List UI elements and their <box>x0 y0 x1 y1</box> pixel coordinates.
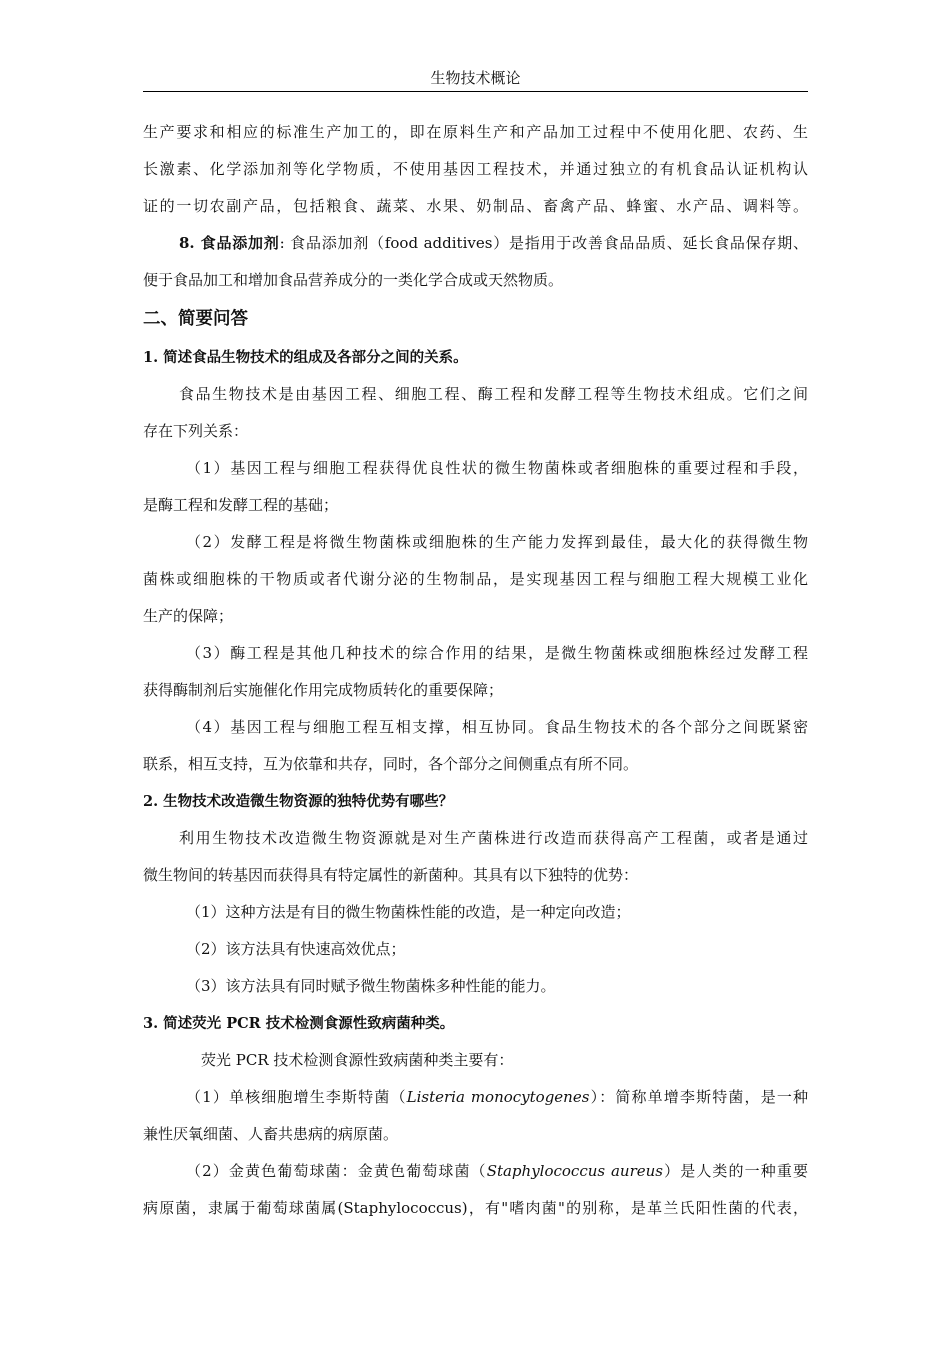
paragraph-line: （4）基因工程与细胞工程互相支撑，相互协同。食品生物技术的各个部分之间既紧密 <box>186 718 808 736</box>
page-header: 生物技术概论 <box>143 60 808 92</box>
term-text: : 食品添加剂（food additives）是指用于改善食品品质、延长食品保存期、 <box>279 234 808 252</box>
paragraph-line: 是酶工程和发酵工程的基础； <box>143 496 339 514</box>
paragraph-line: 存在下列关系： <box>143 422 249 440</box>
question-heading-1: 1. 简述食品生物技术的组成及各部分之间的关系。 <box>143 349 468 366</box>
term-definition-8 <box>143 225 808 262</box>
list-item: （3）该方法具有同时赋予微生物菌株多种性能的能力。 <box>186 977 556 995</box>
list-item: （2）该方法具有快速高效优点； <box>186 940 406 958</box>
paragraph-line: 荧光 PCR 技术检测食源性致病菌种类主要有： <box>201 1051 514 1069</box>
text-fragment: （2）金黄色葡萄球菌：金黄色葡萄球菌（ <box>186 1162 487 1180</box>
paragraph-line: 便于食品加工和增加食品营养成分的一类化学合成或天然物质。 <box>143 271 564 289</box>
paragraph-line: 病原菌，隶属于葡萄球菌属(Staphylococcus)，有"嗜肉菌"的别称，是革兰氏阳性菌的代表， <box>143 1199 808 1217</box>
paragraph-line: 利用生物技术改造微生物资源就是对生产菌株进行改造而获得高产工程菌，或者是通过 <box>179 829 808 847</box>
paragraph-line: 长激素、化学添加剂等化学物质，不使用基因工程技术，并通过独立的有机食品认证机构认 <box>143 160 808 178</box>
section-heading: 二、简要问答 <box>143 309 248 329</box>
text-fragment: （1）单核细胞增生李斯特菌（ <box>186 1088 407 1106</box>
text-fragment: ）：简称单增李斯特菌，是一种 <box>589 1088 808 1106</box>
paragraph-line: 获得酶制剂后实施催化作用完成物质转化的重要保障； <box>143 681 504 699</box>
paragraph-line <box>143 1079 808 1116</box>
latin-species-name: Staphylococcus aureus <box>486 1162 663 1180</box>
latin-species-name: Listeria monocytogenes <box>406 1088 590 1106</box>
paragraph-line: 食品生物技术是由基因工程、细胞工程、酶工程和发酵工程等生物技术组成。它们之间 <box>179 385 808 403</box>
question-heading-2: 2. 生物技术改造微生物资源的独特优势有哪些？ <box>143 793 454 810</box>
paragraph-line: 微生物间的转基因而获得具有特定属性的新菌种。其具有以下独特的优势： <box>143 866 639 884</box>
text-fragment: ）是人类的一种重要 <box>662 1162 808 1180</box>
paragraph-line: 菌株或细胞株的干物质或者代谢分泌的生物制品，是实现基因工程与细胞工程大规模工业化 <box>143 570 808 588</box>
question-heading-3: 3. 简述荧光 PCR 技术检测食源性致病菌种类。 <box>143 1015 455 1032</box>
paragraph-line: 兼性厌氧细菌、人畜共患病的病原菌。 <box>143 1125 399 1143</box>
paragraph-line: （2）发酵工程是将微生物菌株或细胞株的生产能力发挥到最佳，最大化的获得微生物 <box>186 533 808 551</box>
paragraph-line: 生产的保障； <box>143 607 234 625</box>
list-item: （1）这种方法是有目的微生物菌株性能的改造，是一种定向改造； <box>186 903 631 921</box>
term-label: 8. 食品添加剂 <box>179 234 280 252</box>
paragraph-line <box>143 1153 808 1190</box>
paragraph-line: 生产要求和相应的标准生产加工的，即在原料生产和产品加工过程中不使用化肥、农药、生 <box>143 123 808 141</box>
paragraph-line: 联系，相互支持，互为依靠和共存，同时，各个部分之间侧重点有所不同。 <box>143 755 639 773</box>
paragraph-line: （3）酶工程是其他几种技术的综合作用的结果，是微生物菌株或细胞株经过发酵工程 <box>186 644 808 662</box>
paragraph-line: 证的一切农副产品，包括粮食、蔬菜、水果、奶制品、畜禽产品、蜂蜜、水产品、调料等。 <box>143 197 808 215</box>
document-body <box>143 114 808 1227</box>
paragraph-line: （1）基因工程与细胞工程获得优良性状的微生物菌株或者细胞株的重要过程和手段， <box>186 459 808 477</box>
